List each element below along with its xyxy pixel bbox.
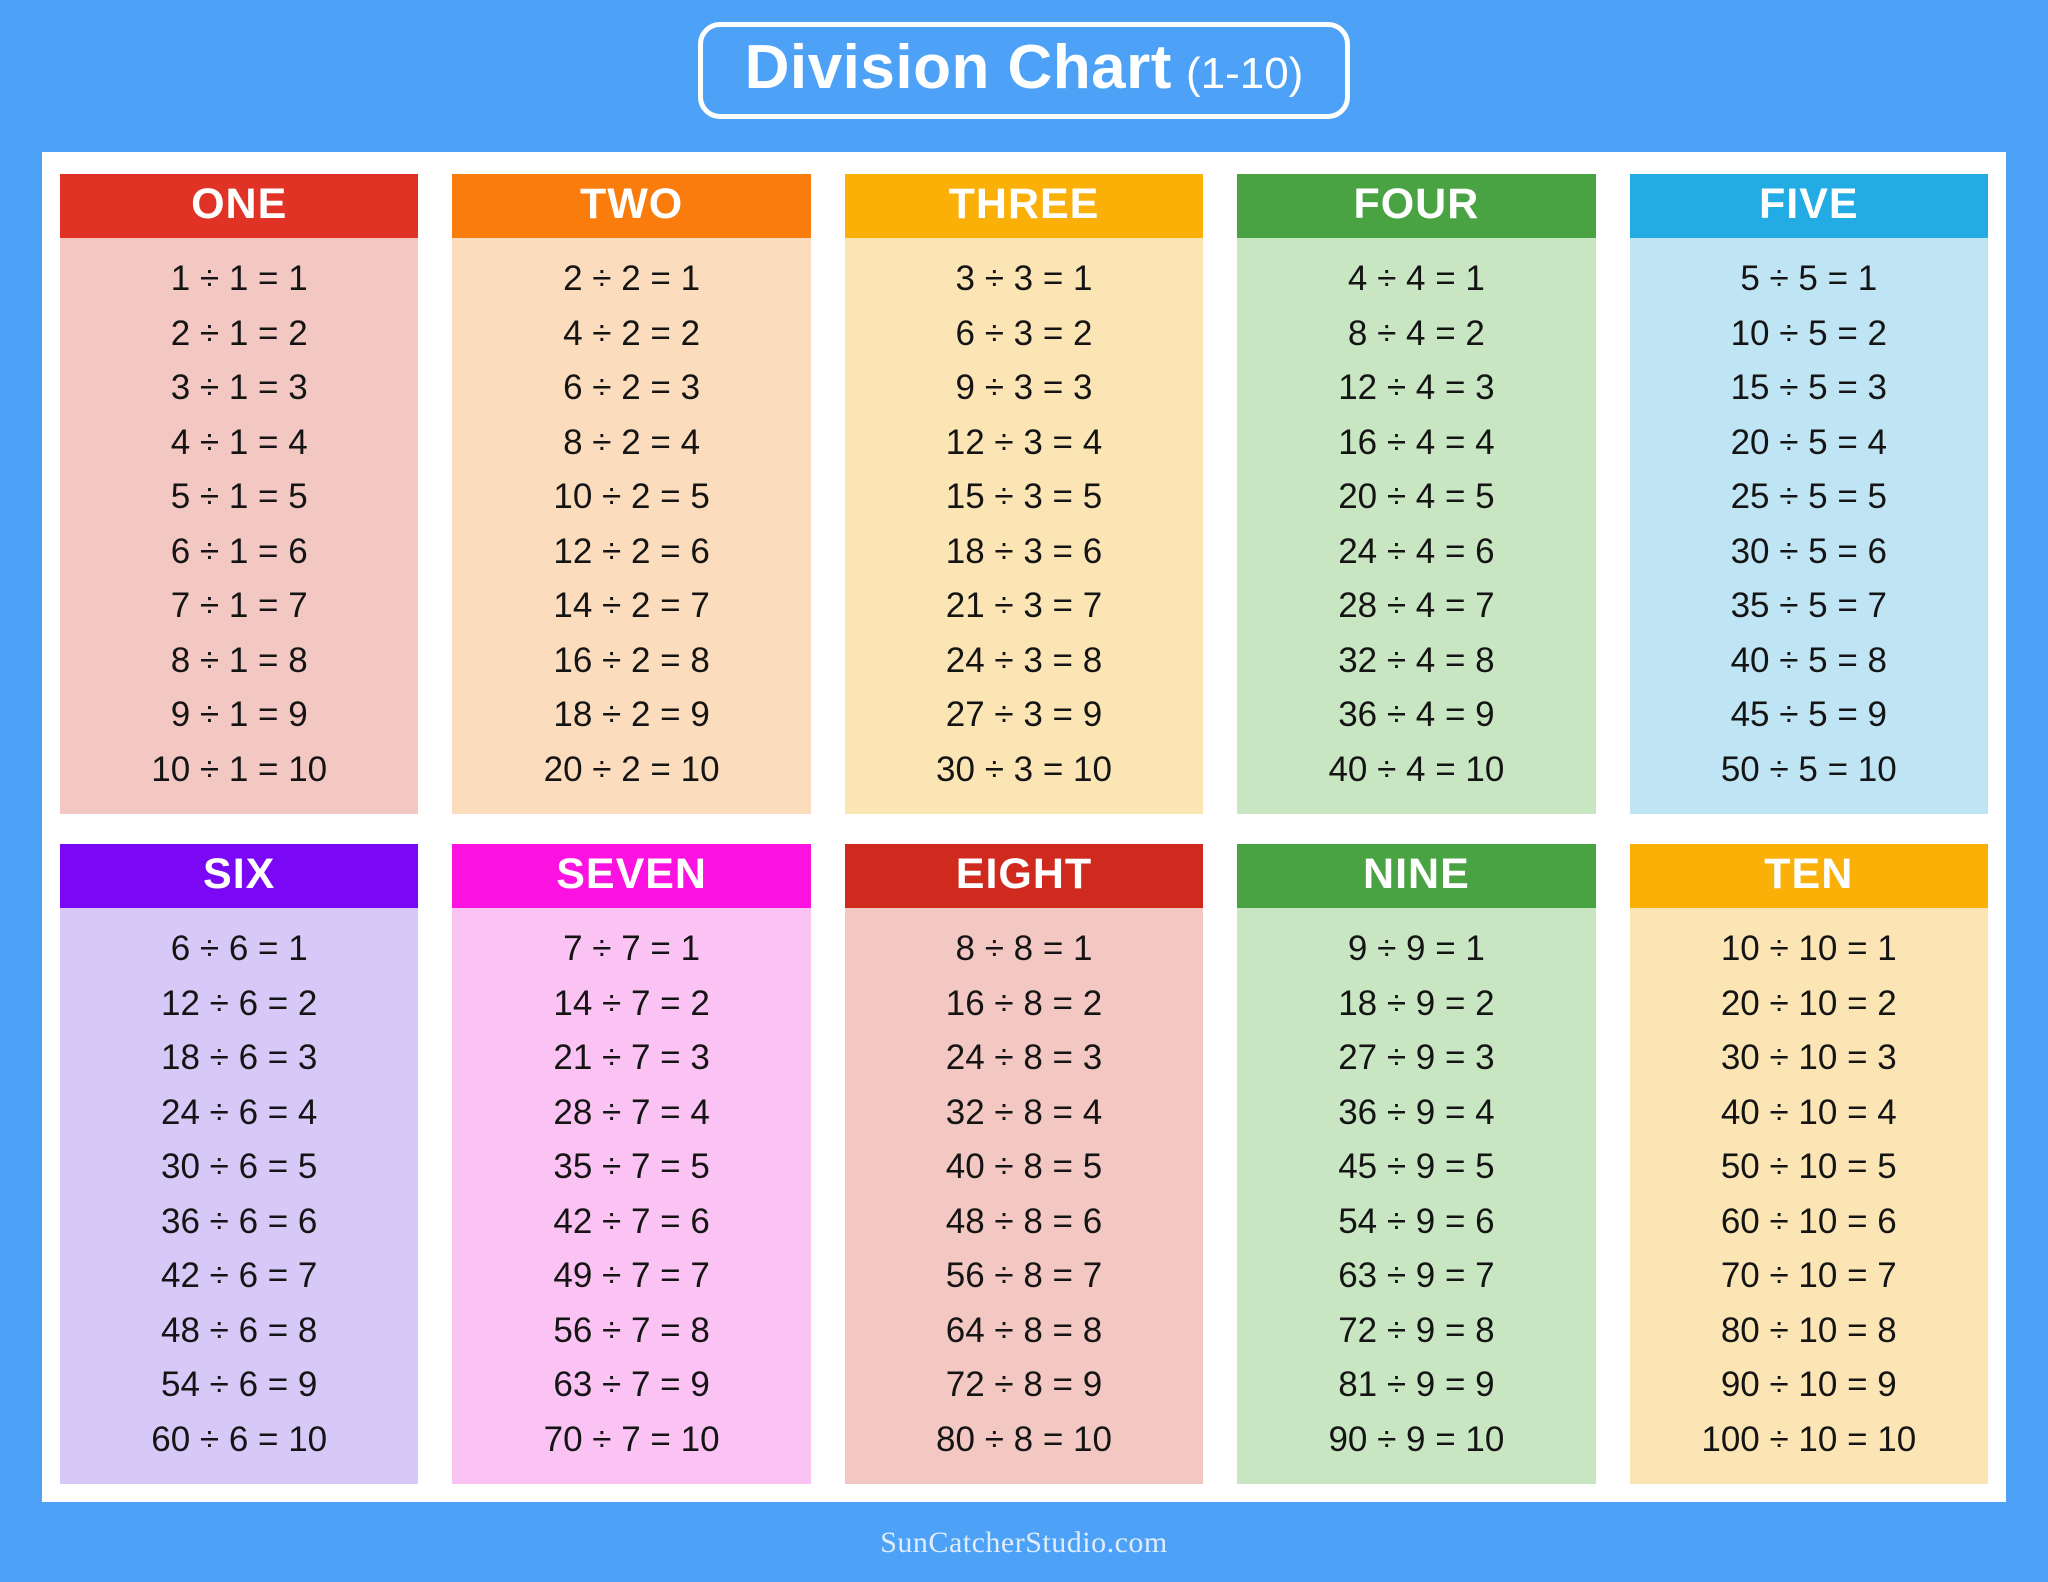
division-card-title: FIVE [1630, 174, 1988, 238]
division-card-rows [845, 908, 1203, 1484]
division-card-title: NINE [1237, 844, 1595, 908]
division-equation: 30 ÷ 5 = 6 [1730, 531, 1887, 571]
division-equation: 80 ÷ 10 = 8 [1720, 1310, 1897, 1350]
division-card-rows [60, 908, 418, 1484]
division-card [1630, 844, 1988, 1484]
division-equation: 8 ÷ 4 = 2 [1347, 313, 1485, 353]
division-card-rows [60, 238, 418, 814]
division-card [60, 174, 418, 814]
division-card-title: SEVEN [452, 844, 810, 908]
division-equation: 9 ÷ 3 = 3 [955, 368, 1093, 408]
division-equation: 30 ÷ 10 = 3 [1720, 1038, 1897, 1078]
division-equation: 56 ÷ 8 = 7 [945, 1256, 1103, 1296]
division-equation: 24 ÷ 3 = 8 [945, 640, 1103, 680]
division-equation: 15 ÷ 5 = 3 [1730, 368, 1887, 408]
division-equation: 80 ÷ 8 = 10 [936, 1419, 1112, 1459]
division-equation: 18 ÷ 3 = 6 [945, 531, 1103, 571]
division-equation: 10 ÷ 10 = 1 [1720, 929, 1897, 969]
division-equation: 54 ÷ 6 = 9 [160, 1365, 318, 1405]
division-card-title: EIGHT [845, 844, 1203, 908]
division-equation: 90 ÷ 10 = 9 [1720, 1365, 1897, 1405]
division-equation: 35 ÷ 7 = 5 [553, 1147, 710, 1187]
division-card [452, 844, 810, 1484]
division-equation: 15 ÷ 3 = 5 [945, 477, 1103, 517]
division-equation: 27 ÷ 9 = 3 [1338, 1038, 1495, 1078]
division-equation: 2 ÷ 2 = 1 [563, 259, 701, 299]
division-equation: 7 ÷ 1 = 7 [170, 586, 308, 626]
division-equation: 54 ÷ 9 = 6 [1338, 1201, 1495, 1241]
division-equation: 21 ÷ 7 = 3 [553, 1038, 710, 1078]
division-equation: 1 ÷ 1 = 1 [170, 259, 308, 299]
division-card-title: TWO [452, 174, 810, 238]
division-equation: 30 ÷ 3 = 10 [936, 749, 1112, 789]
division-equation: 24 ÷ 6 = 4 [160, 1092, 318, 1132]
division-equation: 4 ÷ 1 = 4 [170, 422, 308, 462]
division-equation: 20 ÷ 2 = 10 [543, 749, 720, 789]
division-card-rows [1630, 238, 1988, 814]
division-equation: 6 ÷ 2 = 3 [563, 368, 701, 408]
division-equation: 12 ÷ 3 = 4 [945, 422, 1103, 462]
division-equation: 6 ÷ 3 = 2 [955, 313, 1093, 353]
division-card [1237, 174, 1595, 814]
title-box [698, 22, 1351, 119]
division-equation: 64 ÷ 8 = 8 [945, 1310, 1103, 1350]
division-equation: 70 ÷ 10 = 7 [1720, 1256, 1897, 1296]
division-equation: 48 ÷ 8 = 6 [945, 1201, 1103, 1241]
division-equation: 12 ÷ 6 = 2 [160, 983, 318, 1023]
division-card-rows [1237, 908, 1595, 1484]
division-equation: 27 ÷ 3 = 9 [945, 695, 1103, 735]
division-equation: 48 ÷ 6 = 8 [160, 1310, 318, 1350]
page-title-range: (1-10) [1185, 49, 1304, 98]
division-equation: 28 ÷ 7 = 4 [553, 1092, 710, 1132]
division-equation: 42 ÷ 7 = 6 [553, 1201, 710, 1241]
division-equation: 30 ÷ 6 = 5 [160, 1147, 318, 1187]
division-equation: 4 ÷ 4 = 1 [1347, 259, 1485, 299]
division-equation: 50 ÷ 5 = 10 [1720, 749, 1897, 789]
division-equation: 3 ÷ 3 = 1 [955, 259, 1093, 299]
division-equation: 9 ÷ 9 = 1 [1347, 929, 1485, 969]
chart-title-banner [0, 22, 2048, 119]
division-equation: 60 ÷ 10 = 6 [1720, 1201, 1897, 1241]
division-equation: 9 ÷ 1 = 9 [170, 695, 308, 735]
division-card-rows [1630, 908, 1988, 1484]
division-equation: 12 ÷ 2 = 6 [553, 531, 710, 571]
division-equation: 20 ÷ 10 = 2 [1720, 983, 1897, 1023]
division-equation: 40 ÷ 4 = 10 [1328, 749, 1505, 789]
division-equation: 3 ÷ 1 = 3 [170, 368, 308, 408]
division-equation: 72 ÷ 9 = 8 [1338, 1310, 1495, 1350]
division-equation: 7 ÷ 7 = 1 [563, 929, 701, 969]
division-equation: 81 ÷ 9 = 9 [1338, 1365, 1495, 1405]
footer-credit: SunCatcherStudio.com [880, 1526, 1168, 1559]
division-equation: 36 ÷ 9 = 4 [1338, 1092, 1495, 1132]
division-equation: 70 ÷ 7 = 10 [543, 1419, 720, 1459]
division-equation: 5 ÷ 5 = 1 [1740, 259, 1878, 299]
division-equation: 100 ÷ 10 = 10 [1701, 1419, 1917, 1459]
division-equation: 36 ÷ 4 = 9 [1338, 695, 1495, 735]
division-equation: 72 ÷ 8 = 9 [945, 1365, 1103, 1405]
division-equation: 2 ÷ 1 = 2 [170, 313, 308, 353]
division-equation: 24 ÷ 4 = 6 [1338, 531, 1495, 571]
division-card-title: ONE [60, 174, 418, 238]
division-card [1237, 844, 1595, 1484]
division-card [845, 174, 1203, 814]
division-card-title: TEN [1630, 844, 1988, 908]
division-equation: 12 ÷ 4 = 3 [1338, 368, 1495, 408]
division-equation: 20 ÷ 4 = 5 [1338, 477, 1495, 517]
division-equation: 16 ÷ 8 = 2 [945, 983, 1103, 1023]
page-title: Division Chart [744, 33, 1172, 102]
division-equation: 5 ÷ 1 = 5 [170, 477, 308, 517]
division-card [1630, 174, 1988, 814]
division-equation: 40 ÷ 5 = 8 [1730, 640, 1887, 680]
division-equation: 20 ÷ 5 = 4 [1730, 422, 1887, 462]
division-equation: 40 ÷ 10 = 4 [1720, 1092, 1897, 1132]
division-equation: 18 ÷ 2 = 9 [553, 695, 710, 735]
division-equation: 8 ÷ 2 = 4 [563, 422, 701, 462]
division-card-rows [1237, 238, 1595, 814]
division-equation: 56 ÷ 7 = 8 [553, 1310, 710, 1350]
division-card-rows [452, 238, 810, 814]
division-equation: 28 ÷ 4 = 7 [1338, 586, 1495, 626]
division-equation: 42 ÷ 6 = 7 [160, 1256, 318, 1296]
division-equation: 10 ÷ 5 = 2 [1730, 313, 1887, 353]
division-equation: 8 ÷ 8 = 1 [955, 929, 1093, 969]
division-equation: 49 ÷ 7 = 7 [553, 1256, 710, 1296]
division-equation: 4 ÷ 2 = 2 [563, 313, 701, 353]
division-equation: 60 ÷ 6 = 10 [151, 1419, 328, 1459]
division-card-title: THREE [845, 174, 1203, 238]
division-equation: 16 ÷ 2 = 8 [553, 640, 710, 680]
division-equation: 45 ÷ 9 = 5 [1338, 1147, 1495, 1187]
division-card-rows [452, 908, 810, 1484]
division-equation: 40 ÷ 8 = 5 [945, 1147, 1103, 1187]
division-equation: 25 ÷ 5 = 5 [1730, 477, 1887, 517]
division-equation: 16 ÷ 4 = 4 [1338, 422, 1495, 462]
division-equation: 8 ÷ 1 = 8 [170, 640, 308, 680]
division-equation: 18 ÷ 6 = 3 [160, 1038, 318, 1078]
division-equation: 32 ÷ 8 = 4 [945, 1092, 1103, 1132]
division-cards-grid [42, 152, 2006, 1502]
division-card-rows [845, 238, 1203, 814]
division-equation: 63 ÷ 7 = 9 [553, 1365, 710, 1405]
division-equation: 21 ÷ 3 = 7 [945, 586, 1103, 626]
division-card [60, 844, 418, 1484]
division-equation: 63 ÷ 9 = 7 [1338, 1256, 1495, 1296]
division-equation: 45 ÷ 5 = 9 [1730, 695, 1887, 735]
division-equation: 6 ÷ 6 = 1 [170, 929, 308, 969]
division-equation: 32 ÷ 4 = 8 [1338, 640, 1495, 680]
division-equation: 6 ÷ 1 = 6 [170, 531, 308, 571]
division-card [845, 844, 1203, 1484]
division-equation: 24 ÷ 8 = 3 [945, 1038, 1103, 1078]
division-card-title: FOUR [1237, 174, 1595, 238]
division-equation: 10 ÷ 2 = 5 [553, 477, 710, 517]
division-equation: 14 ÷ 7 = 2 [553, 983, 710, 1023]
division-equation: 35 ÷ 5 = 7 [1730, 586, 1887, 626]
division-equation: 50 ÷ 10 = 5 [1720, 1147, 1897, 1187]
division-equation: 10 ÷ 1 = 10 [151, 749, 328, 789]
chart-sheet [42, 152, 2006, 1502]
division-card [452, 174, 810, 814]
division-equation: 14 ÷ 2 = 7 [553, 586, 710, 626]
division-equation: 18 ÷ 9 = 2 [1338, 983, 1495, 1023]
division-equation: 90 ÷ 9 = 10 [1328, 1419, 1505, 1459]
division-equation: 36 ÷ 6 = 6 [160, 1201, 318, 1241]
division-card-title: SIX [60, 844, 418, 908]
